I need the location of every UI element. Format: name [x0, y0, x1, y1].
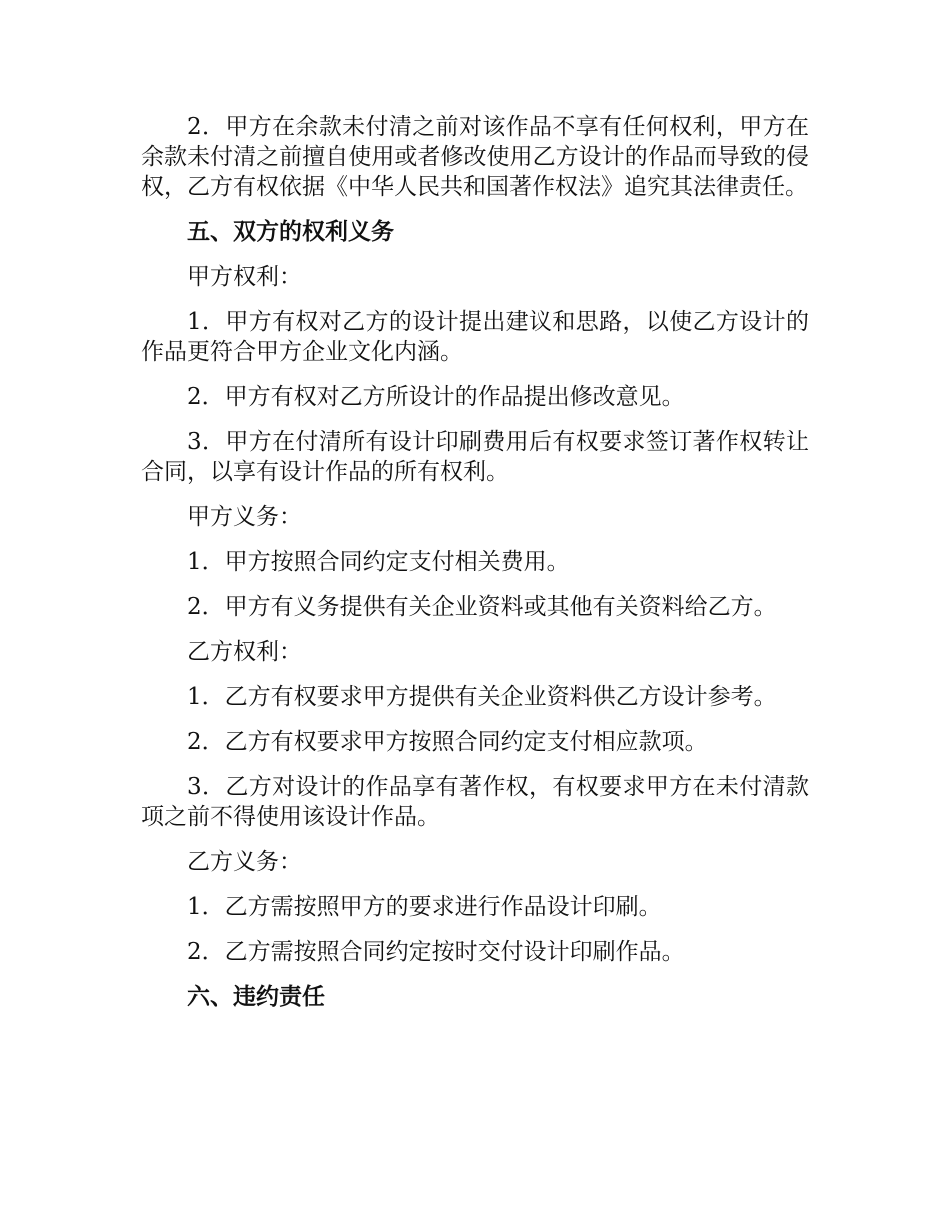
- party-a-right-3: 3．甲方在付清所有设计印刷费用后有权要求签订著作权转让合同，以享有设计作品的所有权利。: [141, 429, 809, 485]
- party-a-obligation-2: 2．甲方有义务提供有关企业资料或其他有关资料给乙方。: [187, 594, 777, 620]
- party-a-obligation-1: 1．甲方按照合同约定支付相关费用。: [187, 549, 570, 575]
- party-b-obligations-label: 乙方义务：: [187, 849, 302, 875]
- document-page: [141, 112, 809, 1027]
- party-a-obligations-label: 甲方义务：: [187, 504, 302, 530]
- party-b-right-1: 1．乙方有权要求甲方提供有关企业资料供乙方设计参考。: [187, 684, 777, 710]
- section-heading-breach-liability: 六、违约责任: [187, 984, 325, 1010]
- party-b-obligation-1: 1．乙方需按照甲方的要求进行作品设计印刷。: [187, 894, 662, 920]
- party-b-right-3: 3．乙方对设计的作品享有著作权，有权要求甲方在未付清款项之前不得使用该设计作品。: [141, 774, 809, 830]
- paragraph-clause-2-payment: 2．甲方在余款未付清之前对该作品不享有任何权利，甲方在余款未付清之前擅自使用或者修改使用乙方设计的作品而导致的侵权，乙方有权依据《中华人民共和国著作权法》追究其法律责任。: [141, 114, 809, 200]
- party-b-right-2: 2．乙方有权要求甲方按照合同约定支付相应款项。: [187, 729, 708, 755]
- party-b-rights-label: 乙方权利：: [187, 639, 302, 665]
- party-b-obligation-2: 2．乙方需按照合同约定按时交付设计印刷作品。: [187, 939, 685, 965]
- party-a-right-2: 2．甲方有权对乙方所设计的作品提出修改意见。: [187, 384, 685, 410]
- section-heading-rights-obligations: 五、双方的权利义务: [187, 219, 394, 245]
- party-a-rights-label: 甲方权利：: [187, 264, 302, 290]
- party-a-right-1: 1．甲方有权对乙方的设计提出建议和思路，以使乙方设计的作品更符合甲方企业文化内涵。: [141, 309, 809, 365]
